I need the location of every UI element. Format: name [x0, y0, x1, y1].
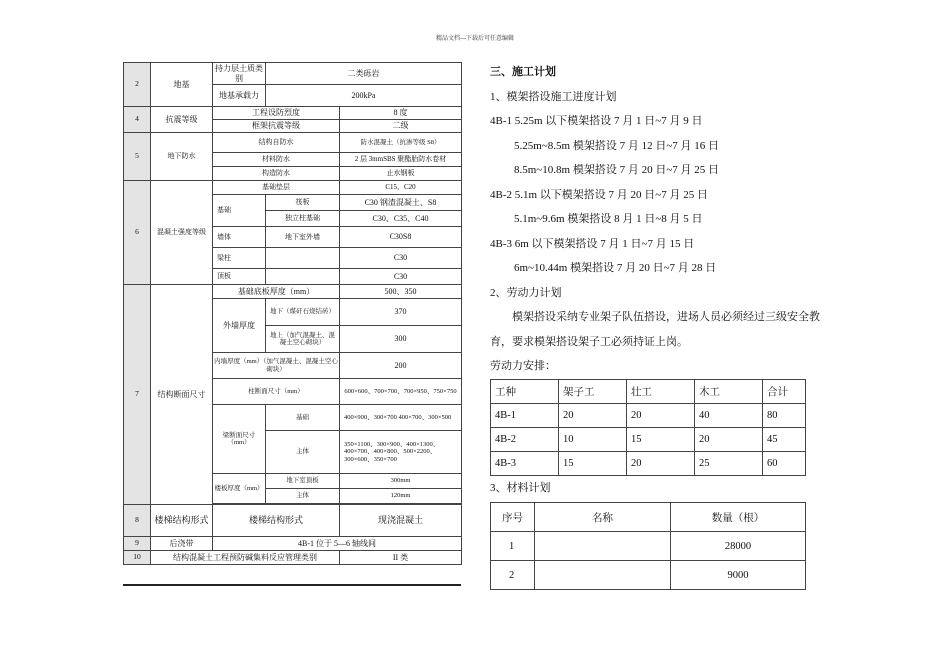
cell-value: 300mm	[340, 474, 462, 489]
labor-table	[490, 379, 806, 476]
cell-label: 地下室顶板	[266, 474, 340, 489]
row-index: 6	[124, 181, 151, 285]
cell-label: 结构自防水	[213, 133, 340, 153]
cell-value: 防水混凝土（抗渗等级 S8）	[340, 133, 462, 153]
row-index: 4	[124, 107, 151, 133]
row-category: 地下防水	[151, 133, 213, 181]
row-category: 结构断面尺寸	[151, 285, 213, 505]
table-cell: 4B-1	[491, 403, 559, 427]
cell-label: 梁柱	[213, 248, 266, 269]
cell-value: C30S8	[340, 227, 462, 248]
table-cell: 20	[627, 451, 695, 475]
row-index: 7	[124, 285, 151, 505]
cell-value: C30 钢渣混凝土、S8	[340, 195, 462, 211]
labor-paragraph: 模架搭设采纳专业架子队伍搭设，进场人员必须经过三级安全教育，要求模架搭设架子工必须持证上岗。	[490, 311, 820, 348]
labor-title: 劳动力安排：	[490, 360, 556, 372]
table-cell: 10	[559, 427, 627, 451]
row-category: 混凝土强度等级	[151, 181, 213, 285]
row-category: 抗震等级	[151, 107, 213, 133]
cell-value: 200	[340, 353, 462, 379]
table-bottom-rule	[123, 584, 461, 586]
table-header: 序号	[491, 503, 535, 532]
table-row	[491, 427, 806, 451]
cell-label: 地上（加气混凝土、混凝土空心砌块）	[266, 326, 340, 353]
table-row	[491, 451, 806, 475]
cell-value: C30	[340, 269, 462, 285]
table-cell: 9000	[671, 561, 806, 590]
schedule-line: 4B-3 6m 以下模架搭设 7 月 1 日~7 月 15 日	[490, 237, 695, 250]
cell-label: 基础垫层	[213, 181, 340, 195]
cell-label: 基础	[266, 405, 340, 431]
cell-value: II 类	[340, 551, 462, 565]
cell-label: 框架抗震等级	[213, 120, 340, 133]
row-index: 8	[124, 505, 151, 537]
table-cell: 20	[695, 427, 763, 451]
cell-value: 120mm	[340, 489, 462, 504]
table-cell: 20	[559, 403, 627, 427]
schedule-line: 6m~10.44m 模架搭设 7 月 20 日~7 月 28 日	[514, 262, 717, 274]
cell-label: 墙体	[213, 227, 266, 248]
cell-label: 筏板	[266, 195, 340, 211]
table-row	[491, 561, 806, 590]
row-category: 楼梯结构形式	[151, 505, 213, 537]
row-index: 2	[124, 63, 151, 107]
cell-label: 地基承载力	[213, 85, 266, 107]
table-cell: 4B-2	[491, 427, 559, 451]
table-cell: 60	[763, 451, 806, 475]
construction-plan	[490, 60, 820, 590]
subsection-title: 3、材料计划	[490, 481, 551, 494]
subsection-title: 1、模架搭设施工进度计划	[490, 90, 617, 103]
schedule-line: 4B-1 5.25m 以下模架搭设 7 月 1 日~7 月 9 日	[490, 115, 703, 127]
row-index: 9	[124, 537, 151, 551]
table-cell: 15	[559, 451, 627, 475]
cell-label: 持力层土质类别	[213, 63, 266, 85]
table-header: 工种	[491, 379, 559, 403]
cell-label: 工程设防烈度	[213, 107, 340, 120]
table-header: 壮工	[627, 379, 695, 403]
cell-value: 现浇混凝土	[340, 505, 462, 537]
table-cell: 25	[695, 451, 763, 475]
page-header: 精品文档---下载后可任意编辑	[436, 36, 514, 42]
table-cell: 45	[763, 427, 806, 451]
cell-label: 楼梯结构形式	[213, 505, 340, 537]
table-cell: 20	[627, 403, 695, 427]
cell-label: 顶板	[213, 269, 266, 285]
row-category: 后浇带	[151, 537, 213, 551]
table-cell: 2	[491, 561, 535, 590]
cell-value: 止水钢板	[340, 167, 462, 181]
cell-value: 二级	[340, 120, 462, 133]
table-cell: 4B-3	[491, 451, 559, 475]
cell-label: 梁断面尺寸（mm）	[213, 405, 266, 474]
cell-label: 楼板厚度（mm）	[213, 474, 266, 504]
schedule-line: 5.25m~8.5m 模架搭设 7 月 12 日~7 月 16 日	[514, 139, 720, 152]
table-header: 木工	[695, 379, 763, 403]
subsection-title: 2、劳动力计划	[490, 286, 562, 299]
table-cell	[535, 561, 671, 590]
cell-label: 外墙厚度	[213, 299, 266, 353]
row-category: 地基	[151, 63, 213, 107]
cell-value: 370	[340, 299, 462, 326]
table-row	[491, 532, 806, 561]
schedule-line: 4B-2 5.1m 以下模架搭设 7 月 20 日~7 月 25 日	[490, 188, 709, 201]
cell-label: 基础	[213, 195, 266, 227]
cell-value: 300	[340, 326, 462, 353]
cell-value: C30	[340, 248, 462, 269]
cell-label: 柱断面尺寸（mm）	[213, 379, 340, 405]
cell-label: 地下（煤矸石烧结砖）	[266, 299, 340, 326]
cell-label: 材料防水	[213, 153, 340, 167]
table-cell: 40	[695, 403, 763, 427]
cell-label: 内墙厚度（mm）（加气混凝土、混凝土空心砌块）	[213, 353, 340, 379]
table-header: 架子工	[559, 379, 627, 403]
section-title: 三、施工计划	[490, 66, 556, 78]
cell-value: 600×600、700×700、700×950、750×750	[340, 379, 462, 405]
table-cell: 28000	[671, 532, 806, 561]
cell-label: 主体	[266, 489, 340, 504]
cell-value: 4B-1 位于 5—6 轴线间	[213, 537, 462, 551]
table-cell	[535, 532, 671, 561]
cell-label: 基础底板厚度（mm）	[213, 285, 340, 299]
table-row	[491, 403, 806, 427]
cell-label: 地下室外墙	[266, 227, 340, 248]
cell-value: 500、350	[340, 285, 462, 299]
table-cell: 1	[491, 532, 535, 561]
table-cell: 15	[627, 427, 695, 451]
cell-value: 2 层 3mmSBS 聚酯胎防水卷材	[340, 153, 462, 167]
cell-value: 200kPa	[266, 85, 462, 107]
table-row	[491, 503, 806, 532]
table-header: 名称	[535, 503, 671, 532]
cell-value: 350×1100、300×900、400×1300、400×700、400×800、500×2200、300×600、350×700	[340, 431, 462, 474]
schedule-line: 8.5m~10.8m 模架搭设 7 月 20 日~7 月 25 日	[514, 164, 720, 176]
table-cell: 80	[763, 403, 806, 427]
table-header: 合计	[763, 379, 806, 403]
cell-value: 8 度	[340, 107, 462, 120]
cell-value: C30、C35、C40	[340, 211, 462, 227]
row-index: 5	[124, 133, 151, 181]
cell-value: 400×900、300×700 400×700、300×500	[340, 405, 462, 431]
row-index: 10	[124, 551, 151, 565]
cell-label: 构造防水	[213, 167, 340, 181]
cell-label: 主体	[266, 431, 340, 474]
row-category: 结构混凝土工程预防碱集料反应管理类别	[151, 551, 340, 565]
cell-value: C15、C20	[340, 181, 462, 195]
project-info-table	[123, 62, 462, 565]
material-table	[490, 502, 806, 590]
table-row	[491, 379, 806, 403]
schedule-line: 5.1m~9.6m 模架搭设 8 月 1 日~8 月 5 日	[514, 213, 703, 225]
table-header: 数量（根）	[671, 503, 806, 532]
cell-label: 独立柱基础	[266, 211, 340, 227]
cell-value: 二类砾岩	[266, 63, 462, 85]
